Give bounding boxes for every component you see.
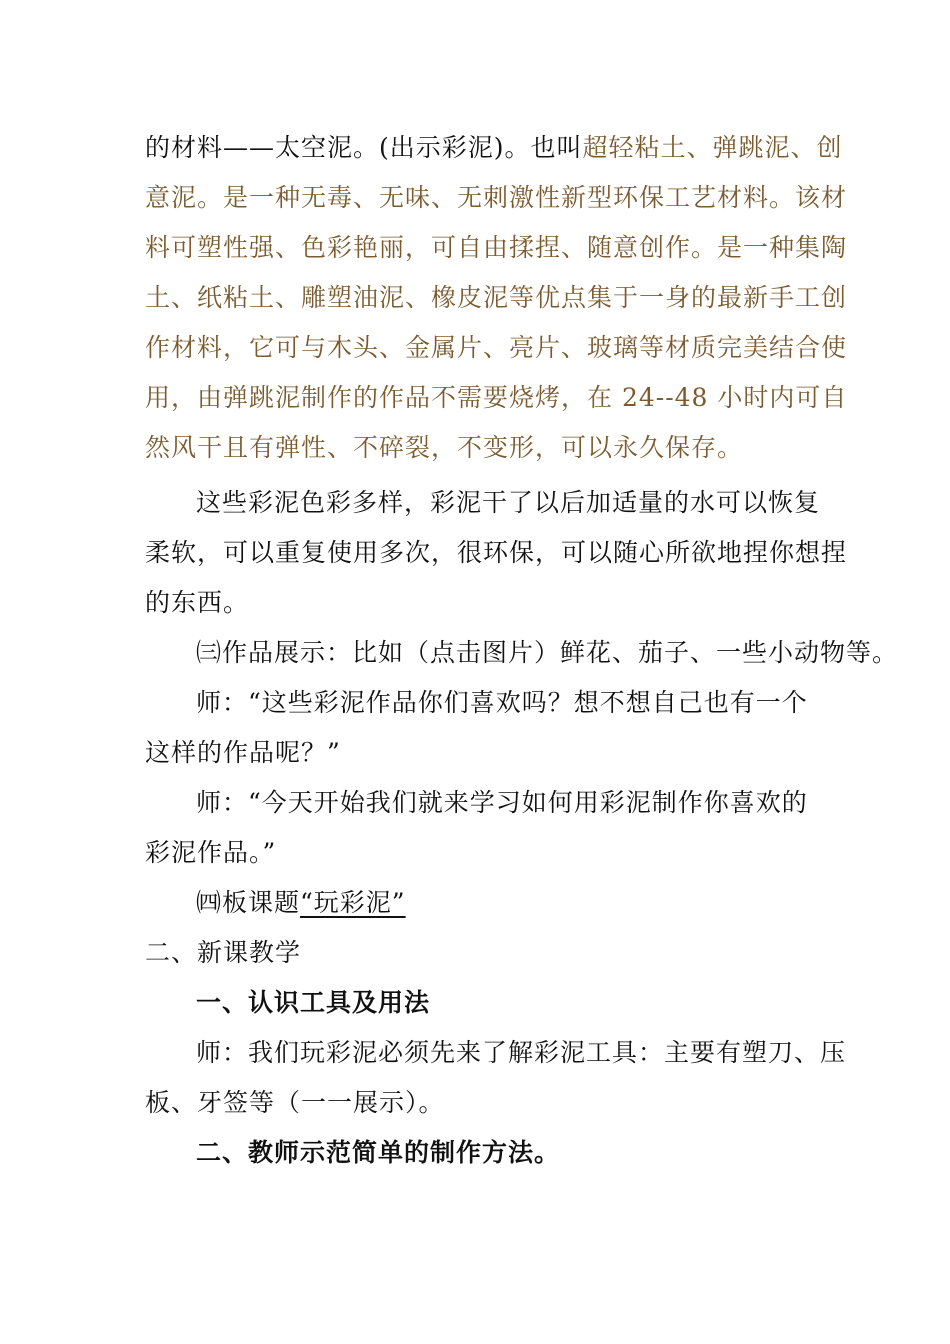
para1-line1 — [145, 131, 843, 165]
para3-showcase: ㈢作品展示：比如（点击图片）鲜花、茄子、一些小动物等。 — [196, 638, 899, 667]
sub2-heading: 二、教师示范简单的制作方法。 — [196, 1138, 561, 1167]
para1-line3: 料可塑性强、色彩艳丽，可自由揉捏、随意创作。是一种集陶 — [145, 233, 848, 262]
para1-line1-plain: 的材料——太空泥。(出示彩泥)。也叫 — [145, 133, 583, 162]
para1-line1-brown: 超轻粘土、弹跳泥、创 — [582, 133, 843, 162]
para1-line6: 用，由弹跳泥制作的作品不需要烧烤，在 24--48 小时内可自 — [145, 383, 848, 412]
para2-line2: 柔软，可以重复使用多次，很环保，可以随心所欲地捏你想捏 — [145, 538, 848, 567]
para1-line7: 然风干且有弹性、不碎裂，不变形，可以永久保存。 — [145, 433, 744, 462]
para1-line2: 意泥。是一种无毒、无味、无刺激性新型环保工艺材料。该材 — [145, 183, 848, 212]
para7-line1: 师：我们玩彩泥必须先来了解彩泥工具：主要有塑刀、压 — [196, 1038, 847, 1067]
para5-line1: 师：“今天开始我们就来学习如何用彩泥制作你喜欢的 — [196, 788, 808, 817]
sub1-heading: 一、认识工具及用法 — [196, 988, 431, 1017]
para2-line1: 这些彩泥色彩多样，彩泥干了以后加适量的水可以恢复 — [196, 488, 821, 517]
lesson-title-prefix: ㈣板课题 — [196, 888, 301, 917]
para6-lesson-title — [196, 886, 406, 920]
para4-line2: 这样的作品呢？” — [145, 738, 341, 767]
para1-line5: 作材料，它可与木头、金属片、亮片、玻璃等材质完美结合使 — [145, 333, 848, 362]
para2-line3: 的东西。 — [145, 588, 250, 617]
para5-line2: 彩泥作品。” — [145, 838, 277, 867]
section2-heading: 二、新课教学 — [145, 938, 302, 967]
para4-line1: 师：“这些彩泥作品你们喜欢吗？想不想自己也有一个 — [196, 688, 808, 717]
para7-line2: 板、牙签等（一一展示）。 — [145, 1088, 445, 1117]
lesson-title: “玩彩泥” — [300, 888, 406, 917]
para1-line4: 土、纸粘土、雕塑油泥、橡皮泥等优点集于一身的最新手工创 — [145, 283, 848, 312]
